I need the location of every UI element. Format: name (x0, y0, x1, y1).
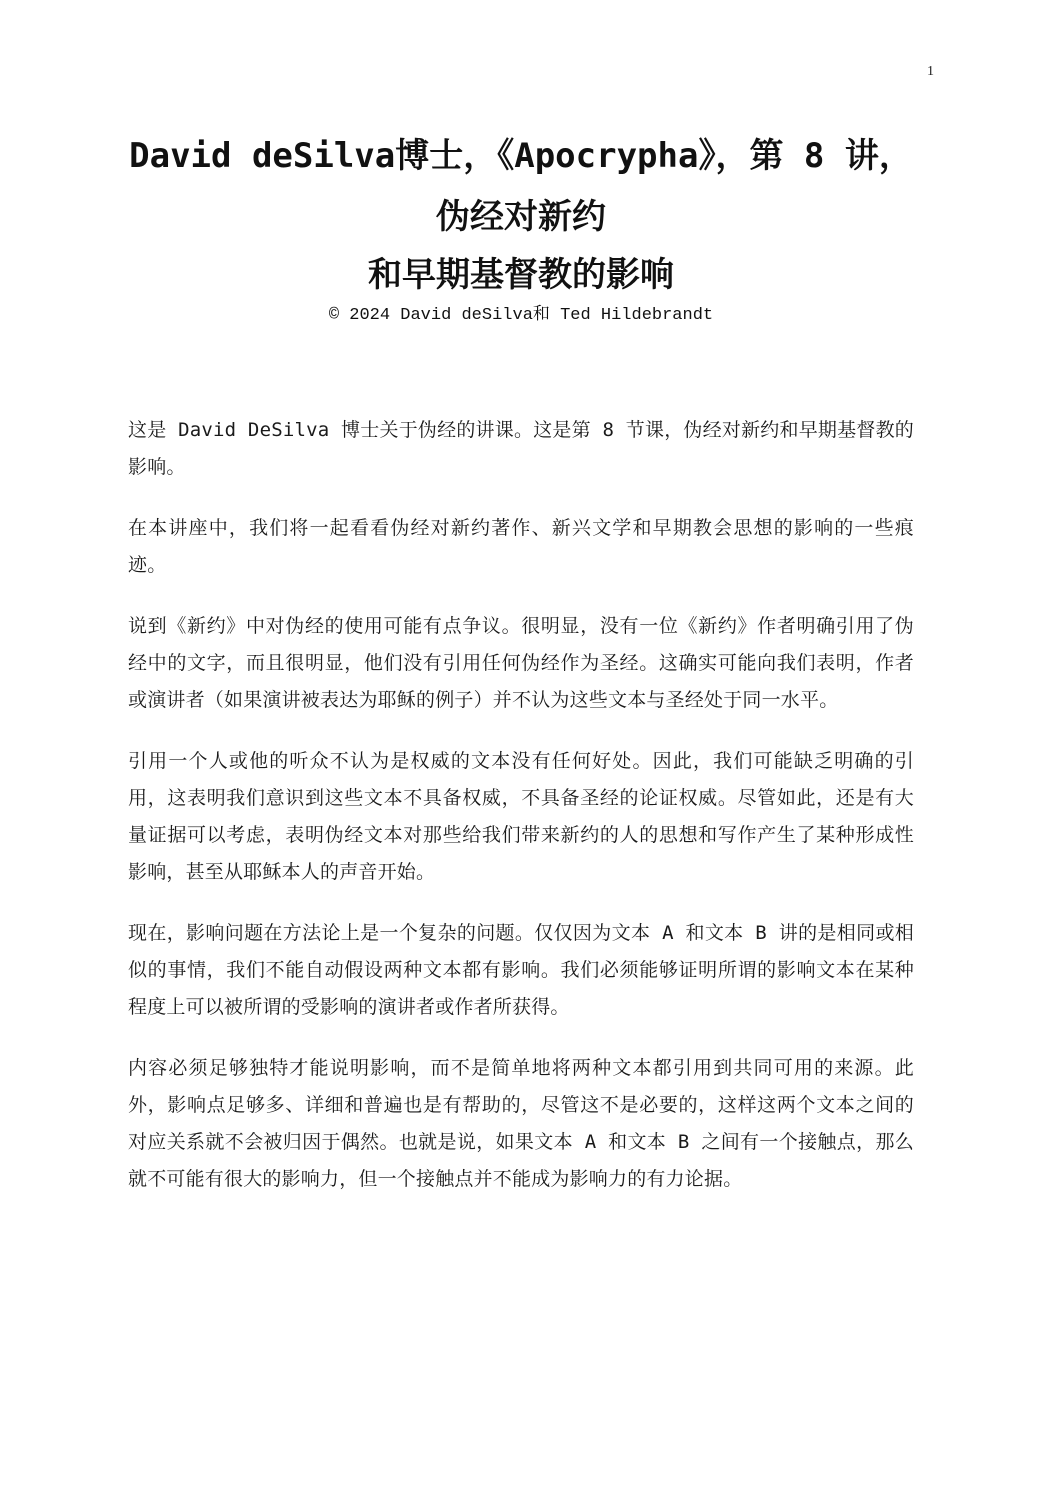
subtitle-line-1: 伪经对新约 (436, 197, 606, 237)
page-number: 1 (927, 64, 934, 79)
paragraph: 这是 David DeSilva 博士关于伪经的讲课。这是第 8 节课，伪经对新约和早期基督教的影响。 (128, 419, 914, 478)
title-block (128, 128, 914, 328)
document-body (128, 412, 914, 1222)
paragraph: 在本讲座中，我们将一起看看伪经对新约著作、新兴文学和早期教会思想的影响的一些痕迹。 (128, 517, 914, 576)
subtitle-line-2: 和早期基督教的影响 (368, 255, 674, 295)
paragraph: 引用一个人或他的听众不认为是权威的文本没有任何好处。因此，我们可能缺乏明确的引用，这表明我们意识到这些文本不具备权威，不具备圣经的论证权威。尽管如此，还是有大量证据可以考虑，表明伪经文本对那些给我们带来新约的人的思想和写作产生了某种形成性影响，甚至从耶稣本人的声音开始。 (128, 750, 914, 883)
paragraph: 内容必须足够独特才能说明影响，而不是简单地将两种文本都引用到共同可用的来源。此外，影响点足够多、详细和普遍也是有帮助的，尽管这不是必要的，这样这两个文本之间的对应关系就不会被归因于偶然。也就是说，如果文本 A 和文本 B 之间有一个接触点，那么就不可能有很大的影响力，但一个接触点并不能成为影响力的有力论据。 (128, 1057, 914, 1190)
paragraph: 说到《新约》中对伪经的使用可能有点争议。很明显，没有一位《新约》作者明确引用了伪经中的文字，而且很明显，他们没有引用任何伪经作为圣经。这确实可能向我们表明，作者或演讲者（如果演讲被表达为耶稣的例子）并不认为这些文本与圣经处于同一水平。 (128, 615, 914, 711)
page-title: David deSilva博士，《Apocrypha》，第 8 讲， (129, 136, 913, 176)
copyright-notice: © 2024 David deSilva和 Ted Hildebrandt (328, 306, 714, 325)
paragraph: 现在，影响问题在方法论上是一个复杂的问题。仅仅因为文本 A 和文本 B 讲的是相同或相似的事情，我们不能自动假设两种文本都有影响。我们必须能够证明所谓的影响文本在某种程度上可以被所谓的受影响的演讲者或作者所获得。 (128, 922, 914, 1018)
